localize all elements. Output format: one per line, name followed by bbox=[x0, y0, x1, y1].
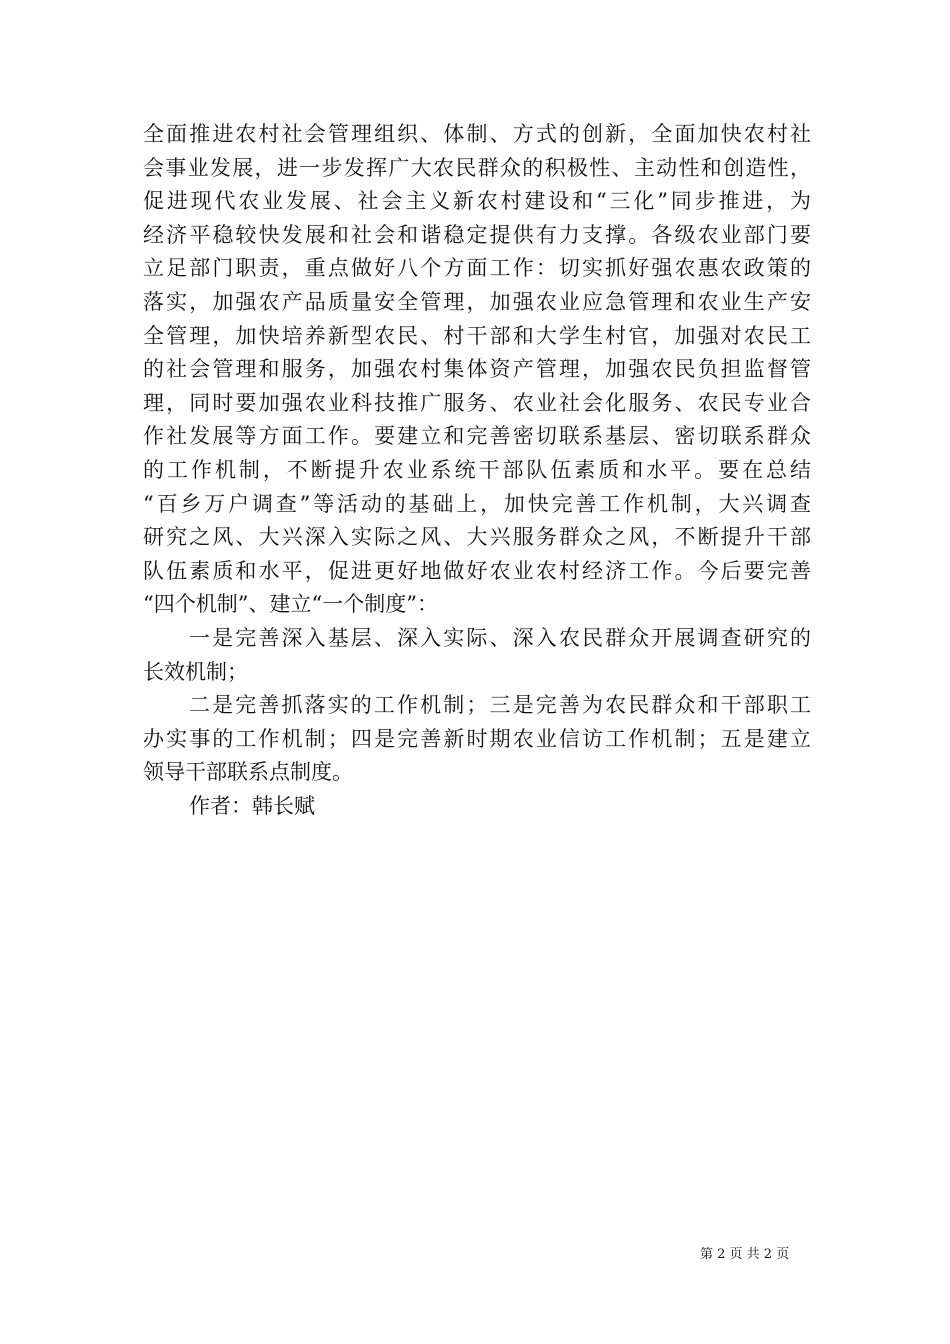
author-line: 作者：韩长赋 bbox=[189, 793, 315, 818]
text-line: 理，同时要加强农业科技推广服务、农业社会化服务、农民专业合 bbox=[143, 390, 811, 415]
body-text bbox=[143, 118, 811, 823]
text-line: 落实，加强农产品质量安全管理，加强农业应急管理和农业生产安 bbox=[143, 289, 811, 314]
text-line: 队伍素质和水平，促进更好地做好农业农村经济工作。今后要完善 bbox=[143, 558, 811, 583]
text-line: 立足部门职责，重点做好八个方面工作：切实抓好强农惠农政策的 bbox=[143, 256, 811, 281]
text-line: 长效机制； bbox=[143, 659, 248, 684]
text-line: 经济平稳较快发展和社会和谐稳定提供有力支撑。各级农业部门要 bbox=[143, 222, 811, 247]
text-line: 作社发展等方面工作。要建立和完善密切联系基层、密切联系群众 bbox=[143, 424, 811, 449]
text-line: 的工作机制，不断提升农业系统干部队伍素质和水平。要在总结 bbox=[143, 457, 811, 482]
text-line: 领导干部联系点制度。 bbox=[143, 760, 353, 785]
text-line: 会事业发展，进一步发挥广大农民群众的积极性、主动性和创造性， bbox=[143, 155, 811, 180]
text-line: 一是完善深入基层、深入实际、深入农民群众开展调查研究的 bbox=[189, 625, 811, 650]
page-number: 第 2 页 共 2 页 bbox=[700, 1247, 790, 1262]
text-line: 全管理，加快培养新型农民、村干部和大学生村官，加强对农民工 bbox=[143, 323, 811, 348]
text-line: “四个机制”、建立“一个制度”： bbox=[143, 592, 438, 617]
text-line: 全面推进农村社会管理组织、体制、方式的创新，全面加快农村社 bbox=[143, 122, 811, 146]
text-line: 的社会管理和服务，加强农村集体资产管理，加强农民负担监督管 bbox=[143, 357, 811, 382]
text-line: 办实事的工作机制；四是完善新时期农业信访工作机制；五是建立 bbox=[143, 726, 811, 751]
text-line: “百乡万户调查”等活动的基础上，加快完善工作机制，大兴调查 bbox=[143, 491, 811, 516]
text-line: 促进现代农业发展、社会主义新农村建设和“三化”同步推进，为 bbox=[143, 189, 811, 214]
text-line: 二是完善抓落实的工作机制；三是完善为农民群众和干部职工 bbox=[189, 693, 811, 718]
text-line: 研究之风、大兴深入实际之风、大兴服务群众之风，不断提升干部 bbox=[143, 525, 811, 550]
